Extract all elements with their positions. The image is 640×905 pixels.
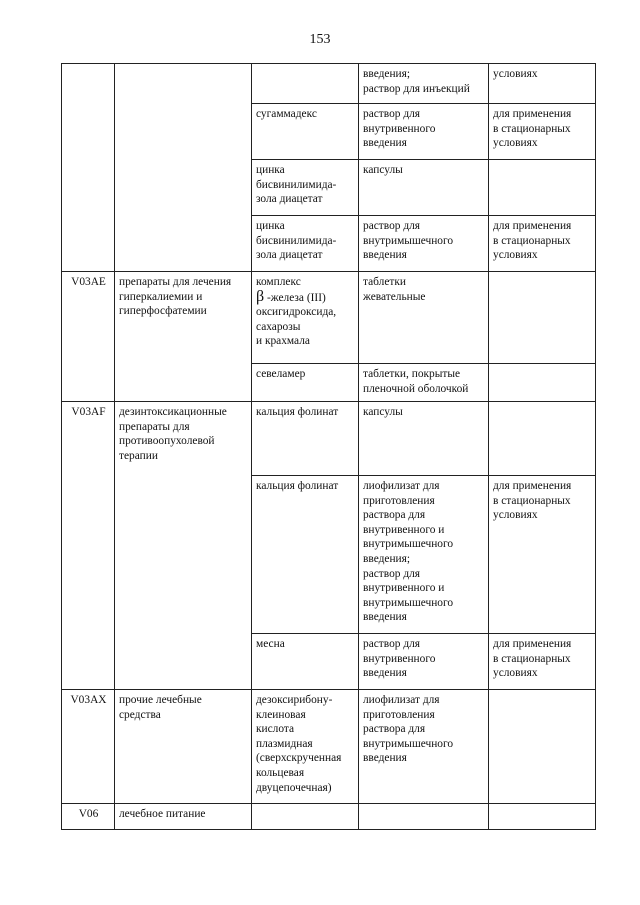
table-row	[62, 64, 596, 104]
table-row	[62, 272, 596, 364]
note-cell	[489, 690, 596, 804]
page-number: 153	[309, 32, 331, 47]
drug-name-line: комплекс	[256, 276, 301, 288]
drug-name-cell	[252, 64, 359, 104]
dosage-form-cell: капсулы	[359, 402, 489, 476]
group-cell: препараты для лечения гиперкалиемии и гиперфосфатемии	[115, 272, 252, 402]
dosage-form-cell: раствор для внутривенного введения	[359, 634, 489, 690]
drug-name-cell: цинка бисвинилимида- зола диацетат	[252, 216, 359, 272]
drug-name-cell	[252, 804, 359, 830]
drug-name-cell: кальция фолинат	[252, 476, 359, 634]
note-cell: условиях	[489, 64, 596, 104]
dosage-form-cell: лиофилизат для приготовления раствора для внутримышечного введения	[359, 690, 489, 804]
note-cell	[489, 364, 596, 402]
table-row	[62, 690, 596, 804]
dosage-form-cell: введения; раствор для инъекций	[359, 64, 489, 104]
atc-code-cell: V03AE	[62, 272, 115, 402]
group-cell: дезинтоксикационные препараты для противоопухолевой терапии	[115, 402, 252, 690]
table-row	[62, 402, 596, 476]
dosage-form-cell: таблетки жевательные	[359, 272, 489, 364]
group-cell	[115, 64, 252, 272]
group-cell: лечебное питание	[115, 804, 252, 830]
dosage-form-cell	[359, 804, 489, 830]
drug-name-cell: цинка бисвинилимида- зола диацетат	[252, 160, 359, 216]
dosage-form-cell: капсулы	[359, 160, 489, 216]
note-cell: для применения в стационарных условиях	[489, 216, 596, 272]
drug-name-cell: месна	[252, 634, 359, 690]
drug-name-rest: -железа (III) оксигидроксида, сахарозы и крахмала	[256, 291, 337, 348]
note-cell	[489, 804, 596, 830]
drug-name-cell: севеламер	[252, 364, 359, 402]
note-cell	[489, 402, 596, 476]
note-cell: для применения в стационарных условиях	[489, 634, 596, 690]
dosage-form-cell: лиофилизат для приготовления раствора для внутривенного и внутримышечного введения; раствор для внутривенного и внутримышечного введения	[359, 476, 489, 634]
drug-name-cell	[252, 272, 359, 364]
drug-name-cell: дезоксирибону- клеиновая кислота плазмидная (сверхскрученная кольцевая двуцепочечная)	[252, 690, 359, 804]
drug-name-cell: кальция фолинат	[252, 402, 359, 476]
atc-code-cell: V03AF	[62, 402, 115, 690]
atc-code-cell	[62, 64, 115, 272]
group-cell: прочие лечебные средства	[115, 690, 252, 804]
drug-name-cell: сугаммадекс	[252, 104, 359, 160]
atc-code-cell: V06	[62, 804, 115, 830]
note-cell	[489, 160, 596, 216]
note-cell	[489, 272, 596, 364]
dosage-form-cell: раствор для внутримышечного введения	[359, 216, 489, 272]
atc-code-cell: V03AX	[62, 690, 115, 804]
table-row	[62, 804, 596, 830]
note-cell: для применения в стационарных условиях	[489, 476, 596, 634]
dosage-form-cell: таблетки, покрытые пленочной оболочкой	[359, 364, 489, 402]
dosage-form-cell: раствор для внутривенного введения	[359, 104, 489, 160]
medication-table	[61, 63, 596, 830]
note-cell: для применения в стационарных условиях	[489, 104, 596, 160]
beta-symbol: β	[256, 287, 265, 305]
